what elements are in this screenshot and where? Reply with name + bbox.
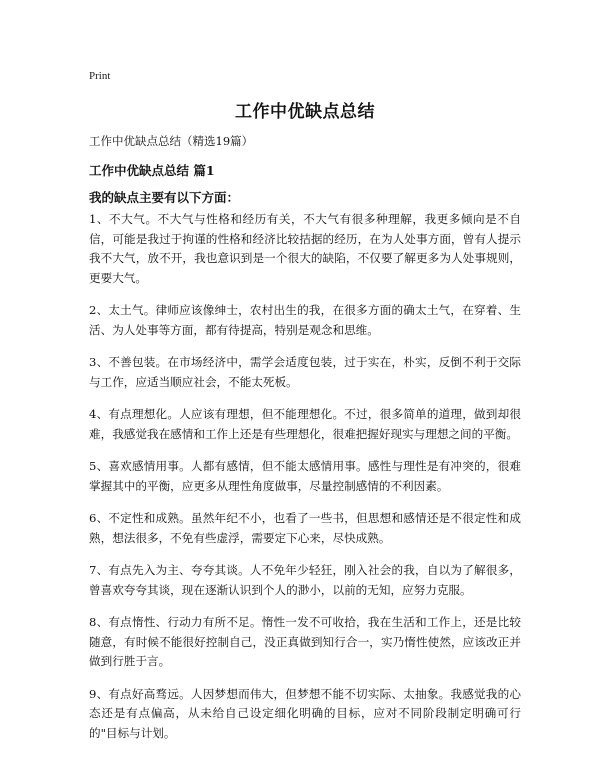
list-item: 2、太土气。律师应该像绅士，农村出生的我，在很多方面的确太土气，在穿着、生活、为人处事等方面，都有待提高，特别是观念和思维。 — [89, 303, 521, 337]
list-item: 9、有点好高骛远。人因梦想而伟大，但梦想不能不切实际、太抽象。我感觉我的心态还是有点偏高，从未给自己设定细化明确的目标，应对不同阶段制定明确可行的"目标与计划。 — [89, 686, 521, 740]
list-item: 4、有点理想化。人应该有理想，但不能理想化。不过，很多简单的道理，做到却很难，我感觉我在感情和工作上还是有些理想化，很难把握好现实与理想之间的平衡。 — [89, 407, 521, 441]
print-label[interactable]: Print — [89, 70, 111, 82]
list-item: 5、喜欢感情用事。人都有感情，但不能太感情用事。感性与理性是有冲突的，很难掌握其中的平衡，应更多从理性角度做事，尽量控制感情的不利因素。 — [89, 459, 521, 493]
list-item: 8、有点惰性、行动力有所不足。惰性一发不可收拾，我在生活和工作上，还是比较随意，有时候不能很好控制自己，没正真做到知行合一，实乃惰性使然，应该改正并做到行胜于言。 — [89, 615, 521, 668]
list-item: 7、有点先入为主、夸夸其谈。人不免年少轻狂，刚入社会的我，自以为了解很多，曾喜欢夸夸其谈，现在逐渐认识到个人的渺小，以前的无知，应努力克服。 — [89, 563, 521, 597]
shortcomings-list — [89, 210, 521, 756]
list-item: 1、不大气。不大气与性格和经历有关，不大气有很多种理解，我更多倾向是不自信，可能是我过于拘谨的性格和经济比较拮据的经历，在为人处事方面，曾有人提示我不大气，放不开，我也意识到是一个很大的缺陷，不仅要了解更多为人处事规则，更要大气。 — [89, 212, 521, 285]
list-item: 3、不善包装。在市场经济中，需学会适度包装，过于实在，朴实，反倒不利于交际与工作，应适当顺应社会，不能太死板。 — [89, 355, 521, 389]
document-subtitle: 工作中优缺点总结（精选19篇） — [89, 134, 254, 148]
list-item: 6、不定性和成熟。虽然年纪不小，也看了一些书，但思想和感情还是不很定性和成熟，想法很多，不免有些虚浮，需要定下心来，尽快成熟。 — [89, 511, 521, 545]
document-title: 工作中优缺点总结 — [235, 102, 375, 122]
section-heading: 工作中优缺点总结 篇1 — [89, 163, 215, 178]
intro-line: 我的缺点主要有以下方面： — [89, 190, 240, 205]
